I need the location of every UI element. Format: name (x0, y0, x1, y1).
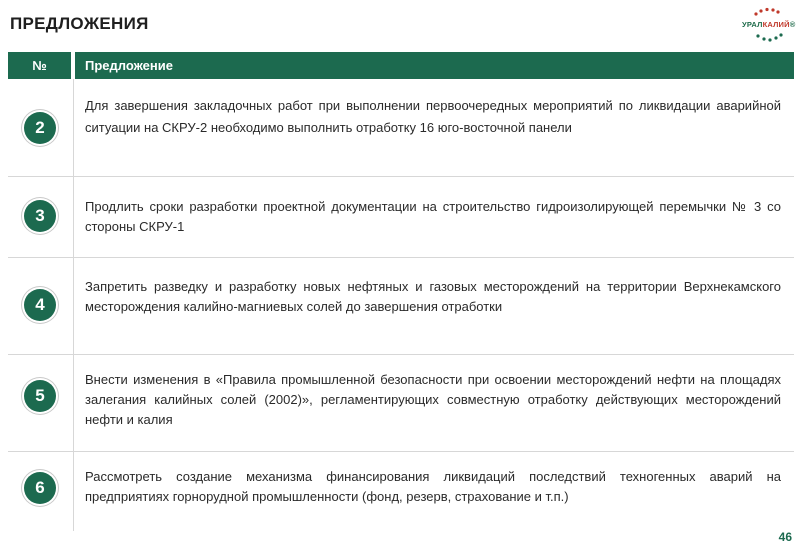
table-row (8, 452, 794, 531)
row-number-badge: 2 (24, 112, 56, 144)
page-number: 46 (778, 530, 792, 544)
page-title: ПРЕДЛОЖЕНИЯ (10, 14, 149, 33)
row-number-badge: 4 (24, 289, 56, 321)
table-row (8, 355, 794, 452)
row-number-badge: 3 (24, 200, 56, 232)
table-header (8, 52, 794, 79)
row-text: Запретить разведку и разработку новых нефтяных и газовых месторождений на территории Верхнекамского месторождения калийно-магниевых солей до завершения отработки (85, 279, 781, 314)
company-logo (740, 6, 796, 46)
header-proposal: Предложение (75, 52, 794, 79)
header-number: № (8, 52, 71, 79)
row-number-badge: 6 (24, 472, 56, 504)
logo-text: УРАЛКАЛИЙ® (742, 20, 796, 29)
row-text: Рассмотреть создание механизма финансирования ликвидаций последствий техногенных аварий на предприятиях горнорудной промышленности (фонд, резерв, страхование и т.п.) (85, 469, 781, 504)
row-number-badge: 5 (24, 380, 56, 412)
row-text: Продлить сроки разработки проектной документации на строительство гидроизолирующей перемычки № 3 со стороны СКРУ-1 (85, 199, 781, 234)
table-row (8, 79, 794, 177)
row-text: Для завершения закладочных работ при выполнении первоочередных мероприятий по ликвидации аварийной ситуации на СКРУ-2 необходимо выполнить отработку 16 юго-восточной панели (85, 98, 781, 135)
table-row (8, 258, 794, 355)
table-row (8, 177, 794, 258)
row-text: Внести изменения в «Правила промышленной безопасности при освоении месторождений нефти на площадях залегания калийных солей (2002)», регламентирующих совместную отработку действующих месторождений нефти и калия (85, 372, 781, 427)
